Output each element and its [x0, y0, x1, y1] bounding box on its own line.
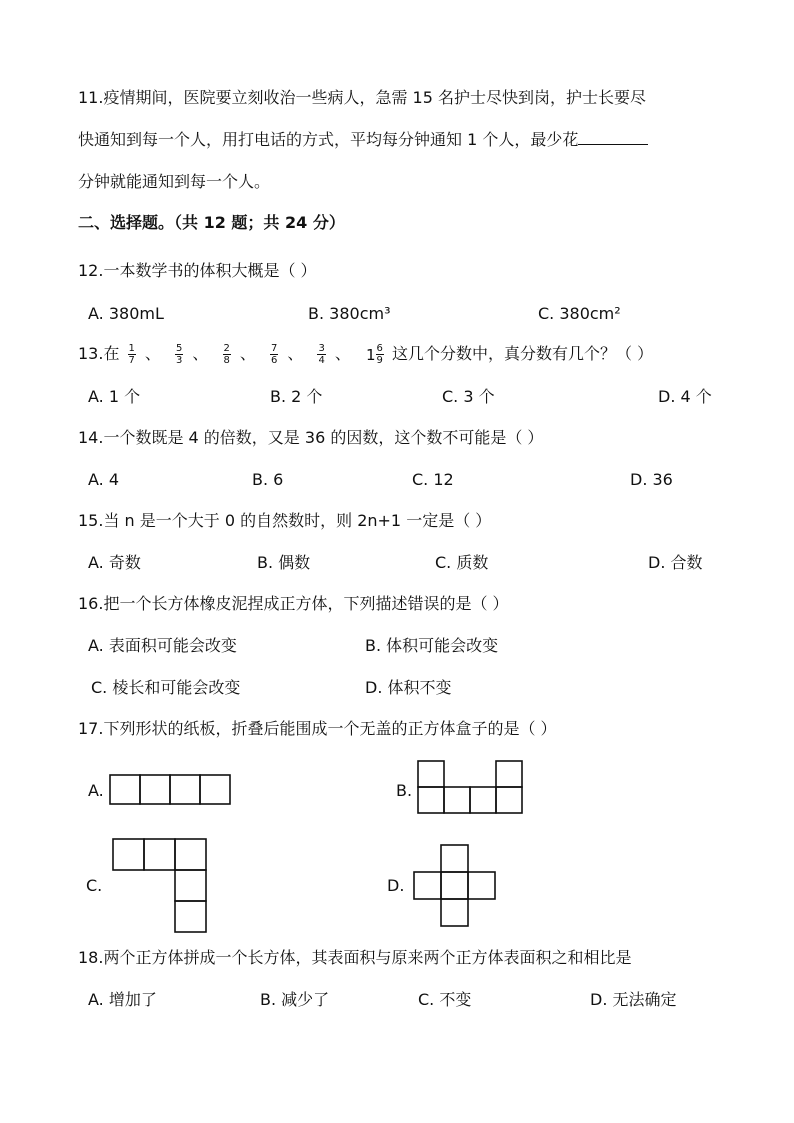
q17-option-a-label[interactable]: A.: [88, 781, 104, 800]
q14-option-c[interactable]: C. 12: [412, 470, 454, 489]
q14-stem: 14.一个数既是 4 的倍数，又是 36 的因数，这个数不可能是（ ）: [78, 428, 544, 447]
q14-option-d[interactable]: D. 36: [630, 470, 673, 489]
fraction: $\frac{5}{3}$: [176, 343, 183, 366]
q17-net-d-diagram[interactable]: [414, 845, 496, 927]
q17-net-a-diagram[interactable]: [110, 775, 232, 806]
q11-line2: [78, 128, 648, 152]
q11-line1: 11.疫情期间，医院要立刻收治一些病人，急需 15 名护士尽快到岗，护士长要尽: [78, 88, 646, 107]
q15-option-a[interactable]: A. 奇数: [88, 553, 141, 572]
q17-net-c-diagram[interactable]: [113, 839, 207, 933]
q14-option-b[interactable]: B. 6: [252, 470, 284, 489]
q13-suffix: 这几个分数中，真分数有几个？（ ）: [391, 344, 654, 363]
q11-line2-text: 快通知到每一个人，用打电话的方式，平均每分钟通知 1 个人，最少花: [78, 130, 579, 149]
q13-option-b[interactable]: B. 2 个: [270, 387, 323, 406]
q13-option-c[interactable]: C. 3 个: [442, 387, 495, 406]
fraction: $\frac{3}{4}$: [318, 343, 325, 366]
q17-net-b-diagram[interactable]: [418, 761, 524, 815]
q15-stem: 15.当 n 是一个大于 0 的自然数时，则 2n+1 一定是（ ）: [78, 511, 492, 530]
mixed-number-whole: 1: [365, 345, 376, 364]
q12-option-b[interactable]: B. 380cm³: [308, 304, 391, 323]
q18-option-c[interactable]: C. 不变: [418, 990, 472, 1009]
section-header: 二、选择题。（共 12 题；共 24 分）: [78, 213, 345, 232]
fraction: $\frac{1}{7}$: [128, 343, 135, 366]
q15-option-b[interactable]: B. 偶数: [257, 553, 311, 572]
q17-option-b-label[interactable]: B.: [396, 781, 413, 800]
q13-option-a[interactable]: A. 1 个: [88, 387, 141, 406]
q17-option-d-label[interactable]: D.: [387, 876, 405, 895]
q18-option-d[interactable]: D. 无法确定: [590, 990, 677, 1009]
q17-option-c-label[interactable]: C.: [86, 876, 103, 895]
mixed-number-fraction: $\frac{6}{9}$: [376, 343, 383, 366]
q15-option-c[interactable]: C. 质数: [435, 553, 489, 572]
q13-stem: 13.在 $\frac{1}{7}$ 、 $\frac{5}{3}$ 、 $\frac{2}{8}$ 、 $\frac{7}{6}$ 、 $\frac{3}{4}$ 、 1 $\frac{6}{9}$ 这几个分数中，真分数有几个？（ ）: [78, 343, 654, 366]
answer-blank[interactable]: [578, 128, 648, 145]
q17-stem: 17.下列形状的纸板，折叠后能围成一个无盖的正方体盒子的是（ ）: [78, 719, 557, 738]
q15-option-d[interactable]: D. 合数: [648, 553, 703, 572]
q12-stem: 12.一本数学书的体积大概是（ ）: [78, 261, 317, 280]
q18-option-a[interactable]: A. 增加了: [88, 990, 157, 1009]
q16-option-b[interactable]: B. 体积可能会改变: [365, 636, 499, 655]
q12-option-c[interactable]: C. 380cm²: [538, 304, 621, 323]
q14-option-a[interactable]: A. 4: [88, 470, 120, 489]
q13-option-d[interactable]: D. 4 个: [658, 387, 712, 406]
q18-stem: 18.两个正方体拼成一个长方体，其表面积与原来两个正方体表面积之和相比是: [78, 948, 632, 967]
q11-line3: 分钟就能通知到每一个人。: [78, 172, 271, 191]
q16-stem: 16.把一个长方体橡皮泥捏成正方体，下列描述错误的是（ ）: [78, 594, 509, 613]
fraction: $\frac{7}{6}$: [271, 343, 278, 366]
q12-option-a[interactable]: A. 380mL: [88, 304, 164, 323]
q13-prefix: 13.在: [78, 344, 120, 363]
q16-option-d[interactable]: D. 体积不变: [365, 678, 452, 697]
q18-option-b[interactable]: B. 减少了: [260, 990, 330, 1009]
q16-option-c[interactable]: C. 棱长和可能会改变: [91, 678, 241, 697]
q16-option-a[interactable]: A. 表面积可能会改变: [88, 636, 237, 655]
fraction: $\frac{2}{8}$: [223, 343, 230, 366]
